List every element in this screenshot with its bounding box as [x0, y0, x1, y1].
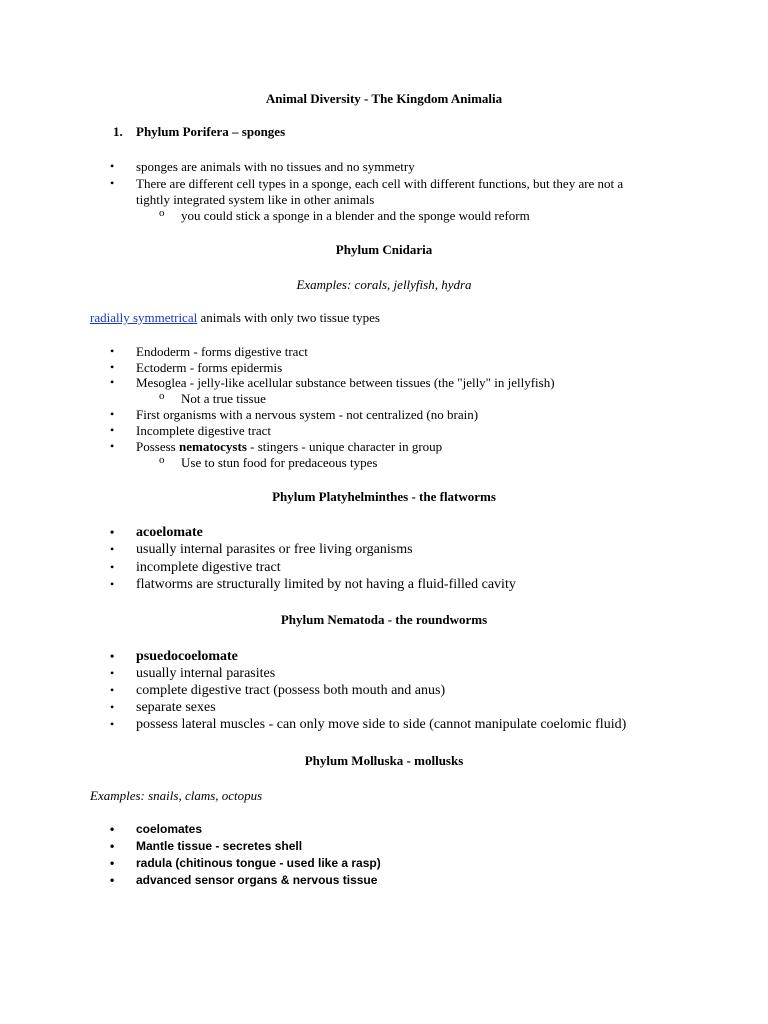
- list-item: • Mantle tissue - secretes shell: [136, 840, 302, 852]
- list-item: • usually internal parasites or free living organisms: [136, 543, 413, 557]
- porifera-number: 1.: [113, 124, 123, 139]
- cnidaria-intro: [90, 311, 380, 324]
- list-item: • radula (chitinous tongue - used like a rasp): [136, 857, 381, 869]
- radially-symmetrical-link[interactable]: radially symmetrical: [90, 310, 198, 325]
- porifera-heading: Phylum Porifera – sponges: [136, 124, 286, 139]
- list-item: • Incomplete digestive tract: [136, 424, 271, 437]
- nematocysts-pre: Possess: [136, 439, 179, 454]
- list-item: • flatworms are structurally limited by not having a fluid-filled cavity: [136, 578, 516, 592]
- list-item: • usually internal parasites: [136, 667, 275, 681]
- list-item: • Mesoglea - jelly-like acellular substance between tissues (the "jelly" in jellyfish): [136, 376, 555, 389]
- sub-list-item: o Not a true tissue: [181, 392, 266, 405]
- sub-list-item: o Use to stun food for predaceous types: [181, 456, 377, 469]
- cnidaria-heading: Phylum Cnidaria: [335, 242, 433, 257]
- list-item: • advanced sensor organs & nervous tissue: [136, 874, 377, 886]
- list-item: • There are different cell types in a sponge, each cell with different functions, but they are not a: [136, 177, 623, 190]
- list-item: • Endoderm - forms digestive tract: [136, 345, 308, 358]
- list-item: • acoelomate: [136, 526, 203, 540]
- mollusca-examples: Examples: snails, clams, octopus: [90, 788, 263, 803]
- nematoda-heading: Phylum Nematoda - the roundworms: [280, 612, 488, 627]
- cnidaria-examples: Examples: corals, jellyfish, hydra: [296, 277, 472, 292]
- list-item: • psuedocoelomate: [136, 650, 238, 664]
- nematocysts-term: nematocysts: [179, 439, 247, 454]
- list-item: • First organisms with a nervous system - not centralized (no brain): [136, 408, 478, 421]
- list-item: • Ectoderm - forms epidermis: [136, 361, 282, 374]
- list-item: • incomplete digestive tract: [136, 561, 281, 575]
- mollusca-heading: Phylum Molluska - mollusks: [304, 753, 464, 768]
- list-item: • sponges are animals with no tissues and no symmetry: [136, 160, 415, 173]
- list-item: • complete digestive tract (possess both mouth and anus): [136, 684, 445, 698]
- platyhelminthes-heading: Phylum Platyhelminthes - the flatworms: [272, 489, 496, 504]
- list-item: [136, 440, 442, 453]
- cnidaria-intro-text: animals with only two tissue types: [197, 310, 380, 325]
- sub-list-item: o you could stick a sponge in a blender and the sponge would reform: [181, 209, 530, 222]
- list-item: • possess lateral muscles - can only move side to side (cannot manipulate coelomic fluid): [136, 718, 626, 732]
- list-item: • coelomates: [136, 823, 202, 835]
- document-title: Animal Diversity - The Kingdom Animalia: [265, 91, 503, 106]
- nematocysts-post: - stingers - unique character in group: [246, 439, 443, 454]
- list-item-continuation: tightly integrated system like in other animals: [136, 192, 375, 207]
- list-item: • separate sexes: [136, 701, 216, 715]
